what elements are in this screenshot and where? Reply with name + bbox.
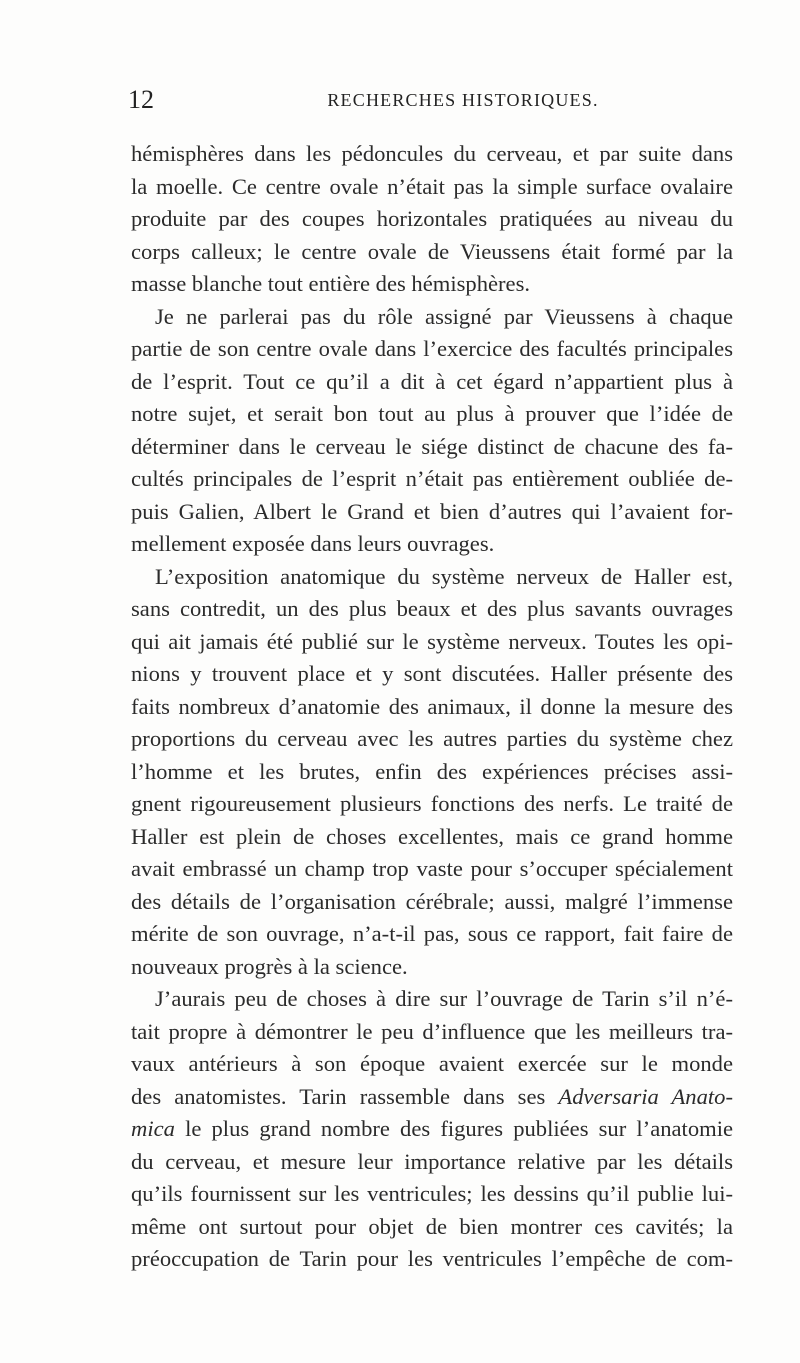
italic-title: Adversaria Anato- — [558, 1083, 734, 1109]
text-line — [131, 463, 733, 496]
text-line — [131, 366, 733, 399]
text-line — [131, 626, 733, 659]
text-line — [131, 593, 733, 626]
text-line-content: qui ait jamais été publié sur le système nerveux. Toutes les opi- — [131, 628, 733, 654]
text-line-content: nouveaux progrès à la science. — [131, 953, 408, 979]
text-line — [131, 1178, 733, 1211]
text-line — [131, 658, 733, 691]
text-line — [131, 138, 733, 171]
text-line — [131, 1243, 733, 1276]
page-header — [128, 80, 728, 120]
text-line-content: préoccupation de Tarin pour les ventricules l’empêche de com- — [131, 1246, 733, 1271]
text-line-content: J’aurais peu de choses à dire sur l’ouvrage de Tarin s’il n’é- — [155, 986, 733, 1011]
text-line-content: proportions du cerveau avec les autres parties du système chez — [131, 726, 733, 751]
text-line — [131, 398, 733, 431]
text-line — [131, 886, 733, 919]
text-line — [131, 1048, 733, 1081]
body-text — [131, 138, 733, 1276]
text-line-content: la moelle. Ce centre ovale n’était pas la simple surface ovalaire — [131, 173, 733, 199]
text-line — [131, 691, 733, 724]
text-line — [131, 821, 733, 854]
text-line-content: le plus grand nombre des figures publiées sur l’anatomie — [174, 1116, 733, 1141]
text-line-content: qu’ils fournissent sur les ventricules; les dessins qu’il publie lui- — [131, 1181, 733, 1206]
text-line — [131, 1016, 733, 1049]
text-line-content: l’homme et les brutes, enfin des expériences précises assi- — [131, 758, 733, 784]
text-line — [131, 756, 733, 789]
running-title: RECHERCHES HISTORIQUES. — [327, 90, 599, 110]
text-line-content: même ont surtout pour objet de bien montrer ces cavités; la — [131, 1213, 733, 1239]
text-line — [131, 268, 733, 301]
text-line-content: avait embrassé un champ trop vaste pour s’occuper spécialement — [131, 856, 733, 881]
text-line-content: nions y trouvent place et y sont discutées. Haller présente des — [131, 661, 733, 686]
text-line — [131, 1113, 733, 1146]
text-line — [131, 1211, 733, 1244]
text-line-content: du cerveau, et mesure leur importance relative par les détails — [131, 1148, 733, 1174]
text-line — [131, 171, 733, 204]
text-line-content: produite par des coupes horizontales pratiquées au niveau du — [131, 206, 733, 231]
text-line — [131, 723, 733, 756]
text-line-content: déterminer dans le cerveau le siége distinct de chacune des fa- — [131, 433, 733, 459]
page-number: 12 — [128, 85, 154, 114]
text-line-content: mellement exposée dans leurs ouvrages. — [131, 531, 495, 556]
text-line-content: tait propre à démontrer le peu d’influence que les meilleurs tra- — [131, 1018, 733, 1044]
text-line-content: des détails de l’organisation cérébrale; aussi, malgré l’immense — [131, 888, 733, 914]
text-line-content: mérite de son ouvrage, n’a-t-il pas, sous ce rapport, fait faire de — [131, 921, 733, 946]
text-line — [131, 301, 733, 334]
text-line — [131, 333, 733, 366]
text-line — [131, 496, 733, 529]
text-line-content: Je ne parlerai pas du rôle assigné par Vieussens à chaque — [155, 303, 733, 329]
text-line — [131, 1081, 733, 1114]
text-line — [131, 431, 733, 464]
text-line-content: des anatomistes. Tarin rassemble dans ses — [131, 1083, 559, 1109]
text-line-content: hémisphères dans les pédoncules du cerveau, et par suite dans — [131, 141, 733, 166]
text-line-content: vaux antérieurs à son époque avaient exercée sur le monde — [131, 1051, 733, 1076]
text-line-content: de l’esprit. Tout ce qu’il a dit à cet égard n’appartient plus à — [131, 368, 733, 394]
text-line — [131, 853, 733, 886]
text-line-content: L’exposition anatomique du système nerveux de Haller est, — [155, 563, 733, 589]
text-line-content: cultés principales de l’esprit n’était pas entièrement oubliée de- — [131, 466, 733, 491]
text-line — [131, 983, 733, 1016]
text-line — [131, 561, 733, 594]
text-line-content: notre sujet, et serait bon tout au plus à prouver que l’idée de — [131, 401, 733, 426]
text-line — [131, 1146, 733, 1179]
text-line-content: sans contredit, un des plus beaux et des plus savants ouvrages — [131, 596, 733, 621]
italic-title: mica — [131, 1116, 175, 1141]
text-line — [131, 528, 733, 561]
text-line — [131, 951, 733, 984]
text-line-content: Haller est plein de choses excellentes, mais ce grand homme — [131, 823, 733, 849]
text-line-content: puis Galien, Albert le Grand et bien d’autres qui l’avaient for- — [131, 498, 733, 524]
text-line — [131, 236, 733, 269]
text-line — [131, 203, 733, 236]
text-line — [131, 918, 733, 951]
text-line-content: partie de son centre ovale dans l’exercice des facultés principales — [131, 336, 733, 361]
text-line-content: faits nombreux d’anatomie des animaux, il donne la mesure des — [131, 693, 733, 719]
text-line-content: gnent rigoureusement plusieurs fonctions des nerfs. Le traité de — [131, 791, 733, 816]
text-line-content: masse blanche tout entière des hémisphères. — [131, 271, 531, 296]
text-line — [131, 788, 733, 821]
text-line-content: corps calleux; le centre ovale de Vieussens était formé par la — [131, 238, 733, 264]
